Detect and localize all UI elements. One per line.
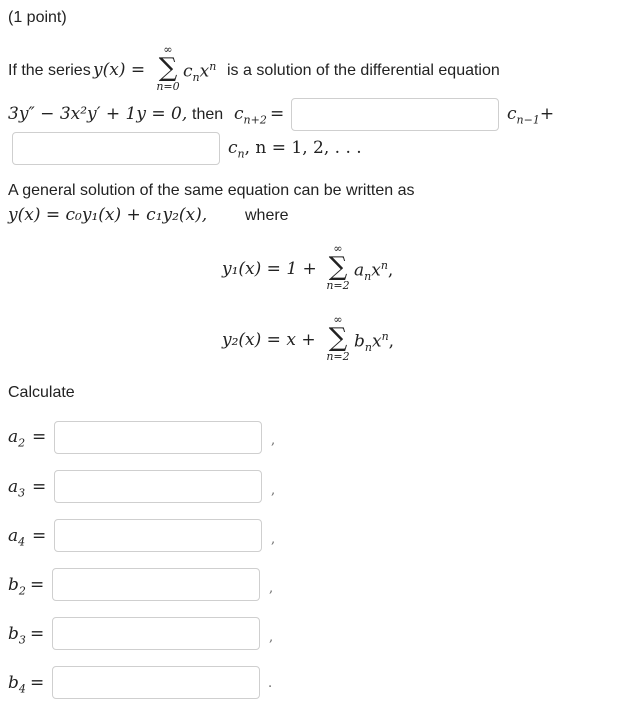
calc-var-a2 <box>8 427 25 449</box>
y1-lhs: y₁(x) = 1 + <box>222 259 317 279</box>
c-sub: n <box>237 147 245 161</box>
sigma-icon: ∑ <box>328 252 348 282</box>
recurrence-coef2-input[interactable] <box>13 133 219 164</box>
sum-upper: ∞ <box>333 242 343 255</box>
c-symbol: c <box>507 104 517 124</box>
comma: , <box>388 331 395 352</box>
y2-lhs: y₂(x) = x + <box>222 330 316 350</box>
x-sup: n <box>209 60 217 73</box>
b2-answer-input[interactable] <box>53 569 259 600</box>
x-symbol: x <box>199 61 210 82</box>
a-symbol: a <box>354 260 365 281</box>
general-formula: y(x) = c₀y₁(x) + c₁y₂(x), <box>8 205 208 225</box>
a2-answer-input[interactable] <box>55 422 261 453</box>
a3-answer-input[interactable] <box>55 471 261 502</box>
row-punct: , <box>269 581 274 596</box>
x-symbol: x <box>371 260 381 281</box>
equals-sign: = <box>270 104 285 124</box>
y1-term <box>354 259 393 283</box>
sum-upper: ∞ <box>333 313 343 326</box>
c-symbol: c <box>183 61 193 82</box>
var-symbol: a <box>8 526 19 546</box>
sum-lower: n=2 <box>326 350 350 363</box>
c-sub: n−1 <box>516 113 540 127</box>
var-sub: 4 <box>18 682 26 696</box>
var-symbol: b <box>8 624 19 644</box>
calc-var-a4 <box>8 526 25 548</box>
c-sub: n <box>192 71 200 85</box>
calculate-label: Calculate <box>8 384 75 401</box>
a4-answer-box <box>54 519 262 552</box>
series-sum <box>153 44 183 92</box>
a2-answer-box <box>54 421 262 454</box>
y1-sum <box>323 243 353 291</box>
a3-answer-box <box>54 470 262 503</box>
a-sub: n <box>364 270 372 284</box>
b3-answer-input[interactable] <box>53 618 259 649</box>
equals-sign: = <box>30 673 45 693</box>
row-punct: . <box>268 676 273 691</box>
row-punct: , <box>269 630 274 645</box>
series-lhs: y(x) = <box>93 60 146 80</box>
x-sup: n <box>381 330 389 343</box>
sigma-icon: ∑ <box>328 323 348 353</box>
var-symbol: a <box>8 477 19 497</box>
equals-sign: = <box>32 526 47 546</box>
b2-answer-box <box>52 568 260 601</box>
calc-var-b3 <box>8 624 26 646</box>
solution-text: is a solution of the differential equation <box>227 62 500 79</box>
row-punct: , <box>271 433 276 448</box>
range-text: , n = 1, 2, . . . <box>244 138 362 158</box>
y2-sum <box>323 314 353 362</box>
b-symbol: b <box>354 331 365 352</box>
points-label: (1 point) <box>8 9 67 26</box>
recurrence-lhs <box>234 104 267 126</box>
sum-lower: n=2 <box>326 279 350 292</box>
equals-sign: = <box>30 624 45 644</box>
b4-answer-box <box>52 666 260 699</box>
var-symbol: b <box>8 575 19 595</box>
var-sub: 2 <box>18 584 26 598</box>
sum-upper: ∞ <box>163 43 173 56</box>
row-punct: , <box>271 483 276 498</box>
recurrence-coef1-box <box>291 98 499 131</box>
x-sup: n <box>380 259 388 272</box>
recurrence-term1 <box>507 104 554 126</box>
recurrence-coef2-box <box>12 132 220 165</box>
ode-equation: 3y″ − 3x²y′ + 1y = 0, <box>8 104 188 124</box>
var-sub: 2 <box>18 436 26 450</box>
row-punct: , <box>271 532 276 547</box>
calc-var-b2 <box>8 575 26 597</box>
sum-lower: n=0 <box>156 80 180 93</box>
comma: , <box>387 260 394 281</box>
y2-term <box>354 330 394 354</box>
equals-sign: = <box>32 427 47 447</box>
c-sub: n+2 <box>243 113 267 127</box>
calc-var-a3 <box>8 477 25 499</box>
c-symbol: c <box>228 138 238 158</box>
var-symbol: b <box>8 673 19 693</box>
recurrence-tail <box>228 138 362 160</box>
var-sub: 3 <box>18 633 26 647</box>
var-sub: 4 <box>18 535 26 549</box>
plus-sign: + <box>539 104 555 124</box>
b3-answer-box <box>52 617 260 650</box>
calc-var-b4 <box>8 673 26 695</box>
b4-answer-input[interactable] <box>53 667 259 698</box>
then-text: then <box>192 106 224 123</box>
series-term <box>183 60 216 84</box>
a4-answer-input[interactable] <box>55 520 261 551</box>
var-symbol: a <box>8 427 19 447</box>
intro-text: If the series <box>8 62 91 79</box>
sigma-icon: ∑ <box>158 53 178 83</box>
where-text: where <box>245 207 289 224</box>
c-symbol: c <box>234 104 244 124</box>
var-sub: 3 <box>18 486 26 500</box>
equals-sign: = <box>30 575 45 595</box>
equals-sign: = <box>32 477 47 497</box>
b-sub: n <box>364 341 372 355</box>
recurrence-coef1-input[interactable] <box>292 99 498 130</box>
general-text: A general solution of the same equation can be written as <box>8 182 415 199</box>
x-symbol: x <box>371 331 382 352</box>
